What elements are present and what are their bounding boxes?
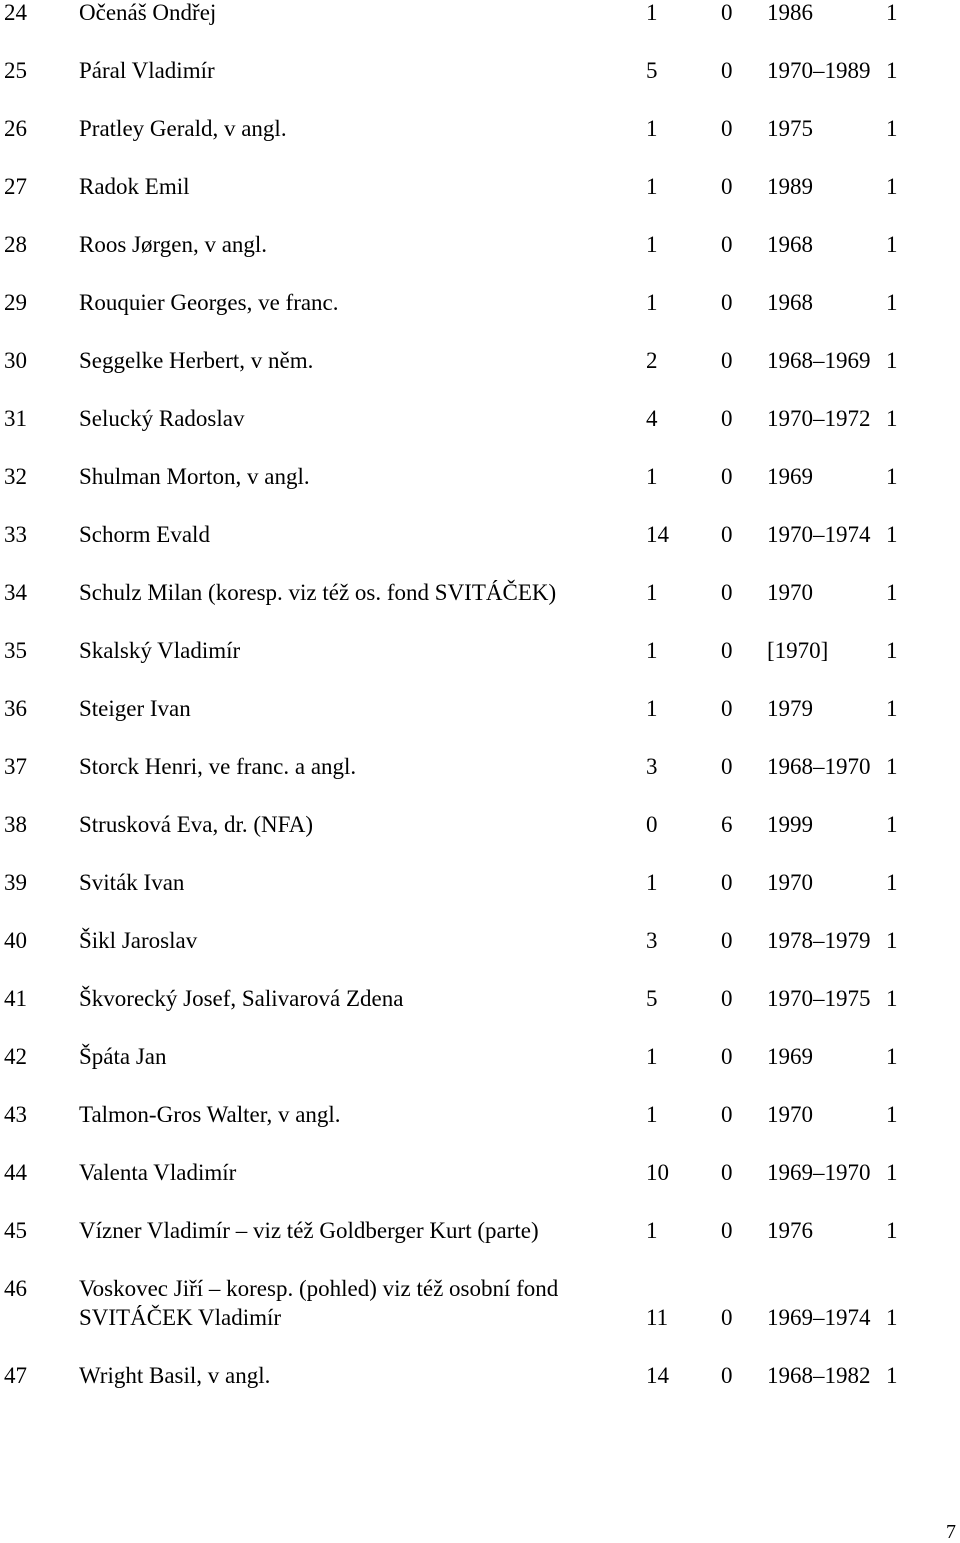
row-years: 1968–1970 bbox=[767, 754, 871, 779]
row-count-b: 0 bbox=[721, 696, 733, 721]
row-number: 32 bbox=[4, 464, 27, 489]
row-name-line: Steiger Ivan bbox=[79, 696, 191, 721]
row-count-b: 0 bbox=[721, 1102, 733, 1127]
row-number: 30 bbox=[4, 348, 27, 373]
row-name bbox=[79, 404, 244, 433]
row-name bbox=[79, 984, 403, 1013]
row-count-b: 0 bbox=[721, 870, 733, 895]
row-years: 1968 bbox=[767, 290, 813, 315]
table-row bbox=[0, 752, 960, 810]
row-years: 1969 bbox=[767, 464, 813, 489]
table-row bbox=[0, 0, 960, 56]
row-name-line: Storck Henri, ve franc. a angl. bbox=[79, 754, 357, 779]
row-number: 38 bbox=[4, 812, 27, 837]
page-number: 7 bbox=[946, 1521, 956, 1543]
row-count-a: 1 bbox=[646, 1102, 658, 1127]
row-count-a: 1 bbox=[646, 290, 658, 315]
row-name bbox=[79, 694, 191, 723]
row-name-line: Očenáš Ondřej bbox=[79, 0, 217, 25]
row-name bbox=[79, 752, 356, 781]
row-name bbox=[79, 172, 190, 201]
row-number: 34 bbox=[4, 580, 27, 605]
row-name-line: Shulman Morton, v angl. bbox=[79, 464, 310, 489]
row-count-b: 0 bbox=[721, 1044, 733, 1069]
row-count-b: 0 bbox=[721, 290, 733, 315]
row-count-a: 1 bbox=[646, 232, 658, 257]
row-years: 1970–1972 bbox=[767, 406, 871, 431]
row-count-a: 1 bbox=[646, 0, 658, 25]
row-number: 28 bbox=[4, 232, 27, 257]
table-row bbox=[0, 1274, 960, 1361]
row-name-line: Selucký Radoslav bbox=[79, 406, 245, 431]
row-years: 1999 bbox=[767, 812, 813, 837]
row-name-line: Roos Jørgen, v angl. bbox=[79, 232, 268, 257]
table-row bbox=[0, 114, 960, 172]
table-row bbox=[0, 636, 960, 694]
row-name-line: Valenta Vladimír bbox=[79, 1160, 237, 1185]
row-last: 1 bbox=[886, 1218, 898, 1243]
table-row bbox=[0, 520, 960, 578]
row-years: 1968–1969 bbox=[767, 348, 871, 373]
row-name-line: SVITÁČEK Vladimír bbox=[79, 1305, 282, 1330]
row-number: 43 bbox=[4, 1102, 27, 1127]
row-name-line: Šikl Jaroslav bbox=[79, 928, 198, 953]
row-last: 1 bbox=[886, 174, 898, 199]
row-name-line: Wright Basil, v angl. bbox=[79, 1363, 271, 1388]
row-name bbox=[79, 0, 216, 27]
row-name bbox=[79, 868, 184, 897]
row-last: 1 bbox=[886, 928, 898, 953]
row-last: 1 bbox=[886, 754, 898, 779]
row-number: 27 bbox=[4, 174, 27, 199]
table-row bbox=[0, 462, 960, 520]
row-last: 1 bbox=[886, 116, 898, 141]
row-years: 1976 bbox=[767, 1218, 813, 1243]
table-row bbox=[0, 1100, 960, 1158]
row-count-b: 0 bbox=[721, 406, 733, 431]
row-last: 1 bbox=[886, 0, 898, 25]
row-number: 36 bbox=[4, 696, 27, 721]
row-number: 41 bbox=[4, 986, 27, 1011]
row-years: 1986 bbox=[767, 0, 813, 25]
row-count-b: 0 bbox=[721, 174, 733, 199]
row-years: 1970–1989 bbox=[767, 58, 871, 83]
row-count-b: 0 bbox=[721, 116, 733, 141]
table-row bbox=[0, 230, 960, 288]
row-count-b: 0 bbox=[721, 232, 733, 257]
row-count-a: 2 bbox=[646, 348, 658, 373]
row-count-a: 1 bbox=[646, 580, 658, 605]
row-last: 1 bbox=[886, 1305, 898, 1330]
row-years: 1970 bbox=[767, 580, 813, 605]
table-row bbox=[0, 1361, 960, 1419]
row-name-line: Vízner Vladimír – viz též Goldberger Kurt (parte) bbox=[79, 1218, 539, 1243]
row-last: 1 bbox=[886, 1363, 898, 1388]
row-name bbox=[79, 346, 313, 375]
table-row bbox=[0, 346, 960, 404]
row-count-a: 5 bbox=[646, 58, 658, 83]
row-name bbox=[79, 1216, 539, 1245]
table-row bbox=[0, 56, 960, 114]
row-count-a: 5 bbox=[646, 986, 658, 1011]
table-row bbox=[0, 578, 960, 636]
row-years: 1969–1974 bbox=[767, 1305, 871, 1330]
row-name bbox=[79, 578, 556, 607]
row-count-a: 3 bbox=[646, 754, 658, 779]
row-count-a: 11 bbox=[646, 1305, 669, 1330]
row-count-b: 0 bbox=[721, 348, 733, 373]
row-count-a: 4 bbox=[646, 406, 658, 431]
row-name-line: Strusková Eva, dr. (NFA) bbox=[79, 812, 314, 837]
row-last: 1 bbox=[886, 522, 898, 547]
row-name bbox=[79, 1158, 236, 1187]
row-count-b: 0 bbox=[721, 986, 733, 1011]
row-last: 1 bbox=[886, 406, 898, 431]
row-name-line: Špáta Jan bbox=[79, 1044, 167, 1069]
row-name-line: Talmon-Gros Walter, v angl. bbox=[79, 1102, 341, 1127]
row-name bbox=[79, 230, 267, 259]
row-name-line: Rouquier Georges, ve franc. bbox=[79, 290, 339, 315]
row-name-line: Voskovec Jiří – koresp. (pohled) viz též osobní fond bbox=[79, 1276, 559, 1301]
row-count-b: 0 bbox=[721, 754, 733, 779]
table-row bbox=[0, 288, 960, 346]
row-count-b: 0 bbox=[721, 1305, 733, 1330]
row-name bbox=[79, 1042, 167, 1071]
row-name-line: Radok Emil bbox=[79, 174, 190, 199]
row-count-b: 0 bbox=[721, 638, 733, 663]
row-count-b: 0 bbox=[721, 928, 733, 953]
row-number: 46 bbox=[4, 1276, 27, 1301]
row-years: 1970 bbox=[767, 870, 813, 895]
row-years: 1979 bbox=[767, 696, 813, 721]
table-row bbox=[0, 868, 960, 926]
row-count-b: 0 bbox=[721, 1363, 733, 1388]
row-name bbox=[79, 288, 339, 317]
row-last: 1 bbox=[886, 232, 898, 257]
row-years: 1970 bbox=[767, 1102, 813, 1127]
table-row bbox=[0, 984, 960, 1042]
row-years: 1968 bbox=[767, 232, 813, 257]
row-name-line: Seggelke Herbert, v něm. bbox=[79, 348, 314, 373]
row-years: [1970] bbox=[767, 638, 829, 663]
row-number: 40 bbox=[4, 928, 27, 953]
table-row bbox=[0, 1042, 960, 1100]
row-count-b: 0 bbox=[721, 58, 733, 83]
row-name bbox=[79, 114, 287, 143]
row-number: 35 bbox=[4, 638, 27, 663]
row-count-b: 0 bbox=[721, 1160, 733, 1185]
row-name-line: Schorm Evald bbox=[79, 522, 210, 547]
row-last: 1 bbox=[886, 1044, 898, 1069]
row-name bbox=[79, 56, 215, 85]
row-last: 1 bbox=[886, 348, 898, 373]
row-name-line: Škvorecký Josef, Salivarová Zdena bbox=[79, 986, 404, 1011]
row-number: 47 bbox=[4, 1363, 27, 1388]
row-count-a: 1 bbox=[646, 464, 658, 489]
row-count-b: 0 bbox=[721, 580, 733, 605]
row-name bbox=[79, 462, 310, 491]
row-number: 45 bbox=[4, 1218, 27, 1243]
row-last: 1 bbox=[886, 870, 898, 895]
row-count-a: 14 bbox=[646, 522, 669, 547]
row-name bbox=[79, 810, 313, 839]
row-number: 33 bbox=[4, 522, 27, 547]
row-last: 1 bbox=[886, 1102, 898, 1127]
row-name bbox=[79, 636, 240, 665]
row-number: 24 bbox=[4, 0, 27, 25]
row-count-a: 1 bbox=[646, 174, 658, 199]
row-number: 37 bbox=[4, 754, 27, 779]
row-years: 1989 bbox=[767, 174, 813, 199]
row-years: 1970–1974 bbox=[767, 522, 871, 547]
row-years: 1978–1979 bbox=[767, 928, 871, 953]
row-years: 1970–1975 bbox=[767, 986, 871, 1011]
row-name-line: Pratley Gerald, v angl. bbox=[79, 116, 287, 141]
table-row bbox=[0, 404, 960, 462]
table-row bbox=[0, 926, 960, 984]
row-last: 1 bbox=[886, 58, 898, 83]
table-row bbox=[0, 810, 960, 868]
row-count-b: 0 bbox=[721, 1218, 733, 1243]
row-number: 44 bbox=[4, 1160, 27, 1185]
row-number: 25 bbox=[4, 58, 27, 83]
row-last: 1 bbox=[886, 812, 898, 837]
row-number: 42 bbox=[4, 1044, 27, 1069]
row-count-a: 1 bbox=[646, 1218, 658, 1243]
row-count-b: 0 bbox=[721, 0, 733, 25]
row-count-a: 10 bbox=[646, 1160, 669, 1185]
row-last: 1 bbox=[886, 464, 898, 489]
row-count-a: 0 bbox=[646, 812, 658, 837]
row-years: 1968–1982 bbox=[767, 1363, 871, 1388]
table-row bbox=[0, 1158, 960, 1216]
row-last: 1 bbox=[886, 290, 898, 315]
row-last: 1 bbox=[886, 580, 898, 605]
row-name bbox=[79, 1100, 341, 1129]
row-count-a: 1 bbox=[646, 1044, 658, 1069]
row-last: 1 bbox=[886, 986, 898, 1011]
table-row bbox=[0, 1216, 960, 1274]
row-years: 1975 bbox=[767, 116, 813, 141]
row-name bbox=[79, 1361, 270, 1390]
row-count-a: 1 bbox=[646, 116, 658, 141]
row-count-a: 14 bbox=[646, 1363, 669, 1388]
row-name-line: Sviták Ivan bbox=[79, 870, 185, 895]
row-number: 39 bbox=[4, 870, 27, 895]
table-row bbox=[0, 172, 960, 230]
row-count-a: 3 bbox=[646, 928, 658, 953]
table-row bbox=[0, 694, 960, 752]
row-years: 1969 bbox=[767, 1044, 813, 1069]
row-count-b: 0 bbox=[721, 464, 733, 489]
row-name bbox=[79, 520, 210, 549]
row-count-b: 0 bbox=[721, 522, 733, 547]
row-name-line: Páral Vladimír bbox=[79, 58, 215, 83]
row-name bbox=[79, 1274, 558, 1332]
row-number: 29 bbox=[4, 290, 27, 315]
row-name bbox=[79, 926, 197, 955]
row-name-line: Skalský Vladimír bbox=[79, 638, 241, 663]
row-count-a: 1 bbox=[646, 696, 658, 721]
row-last: 1 bbox=[886, 696, 898, 721]
row-last: 1 bbox=[886, 1160, 898, 1185]
row-number: 26 bbox=[4, 116, 27, 141]
row-count-a: 1 bbox=[646, 870, 658, 895]
row-number: 31 bbox=[4, 406, 27, 431]
row-name-line: Schulz Milan (koresp. viz též os. fond SVITÁČEK) bbox=[79, 580, 557, 605]
row-count-a: 1 bbox=[646, 638, 658, 663]
row-years: 1969–1970 bbox=[767, 1160, 871, 1185]
row-count-b: 6 bbox=[721, 812, 733, 837]
row-last: 1 bbox=[886, 638, 898, 663]
